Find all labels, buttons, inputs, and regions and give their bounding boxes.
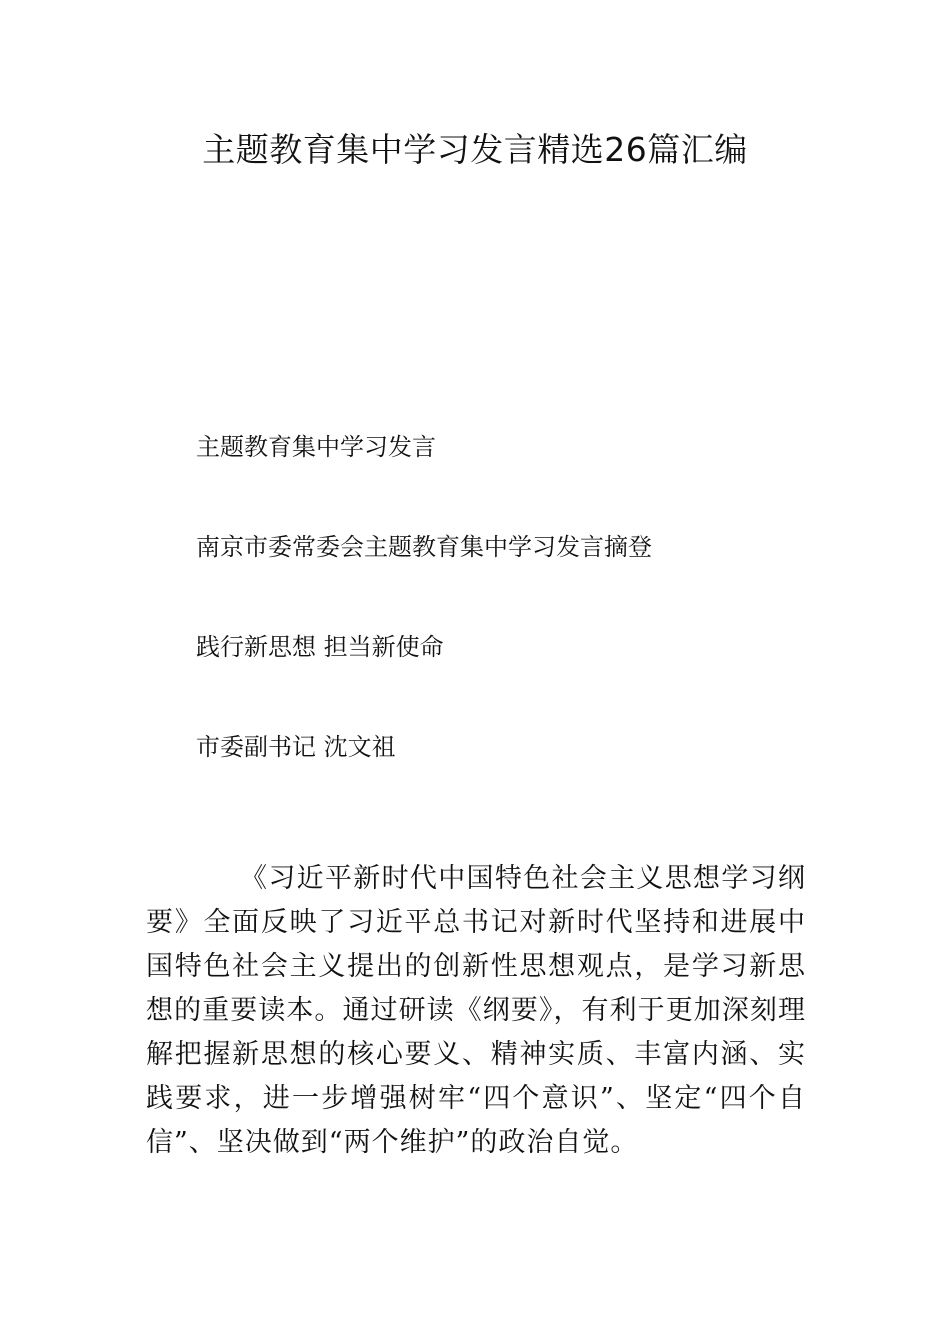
article-heading: 南京市委常委会主题教育集中学习发言摘登 [196, 533, 652, 561]
speaker-line: 市委副书记 沈文祖 [196, 733, 396, 761]
section-heading: 主题教育集中学习发言 [196, 433, 436, 461]
speech-title: 践行新思想 担当新使命 [196, 633, 444, 661]
body-paragraph: 《习近平新时代中国特色社会主义思想学习纲要》全面反映了习近平总书记对新时代坚持和进展中国特色社会主义提出的创新性思想观点，是学习新思想的重要读本。通过研读《纲要》，有利于更加深刻理解把握新思想的核心要义、精神实质、丰富内涵、实践要求，进一步增强树牢“四个意识”、坚定“四个自信”、坚决做到“两个维护”的政治自觉。 [146, 863, 806, 1158]
document-title: 主题教育集中学习发言精选26篇汇编 [202, 130, 748, 169]
